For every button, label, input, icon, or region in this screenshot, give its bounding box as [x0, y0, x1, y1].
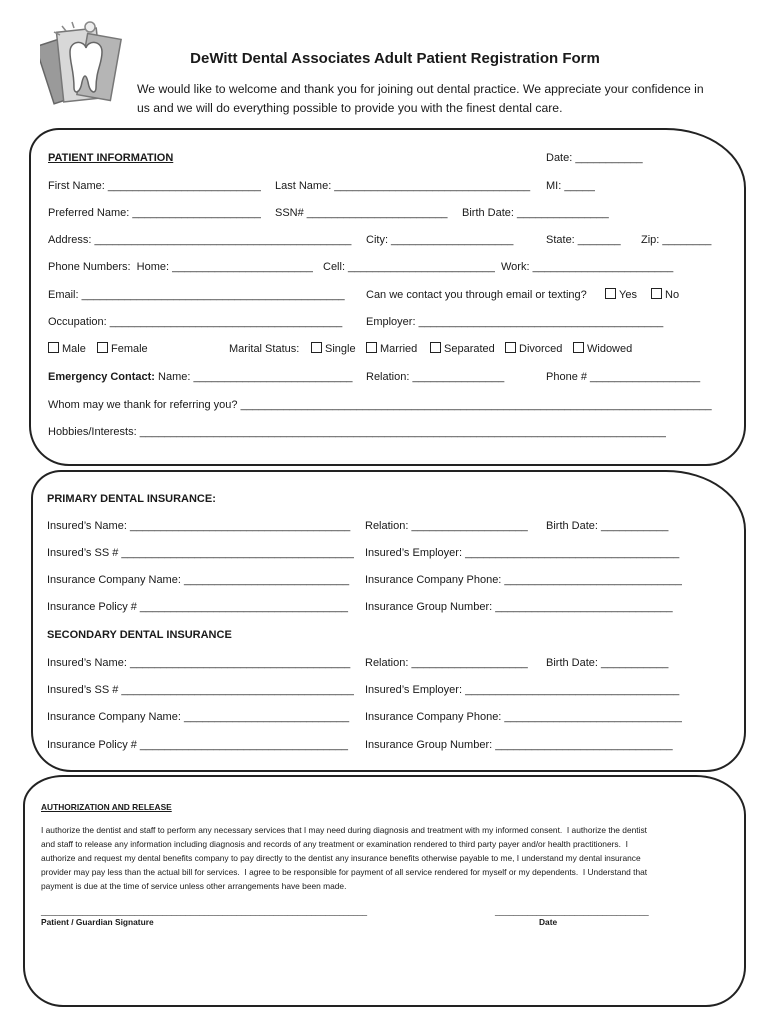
checkbox-icon: [48, 342, 59, 353]
no-label: No: [665, 289, 680, 301]
ssn-field[interactable]: SSN# _______________________: [275, 207, 448, 219]
divorced-checkbox[interactable]: [505, 342, 562, 356]
patient-info-heading: PATIENT INFORMATION: [48, 152, 174, 164]
employer-field[interactable]: Employer: ________________________________________: [366, 316, 664, 328]
signature-line[interactable]: ______________________________________________________________________: [41, 906, 368, 916]
married-label: Married: [380, 343, 418, 355]
checkbox-icon: [605, 288, 616, 299]
insurance-panel: [31, 470, 746, 772]
primary-employer-field[interactable]: Insured’s Employer: ___________________________________: [365, 547, 680, 559]
contact-yes-checkbox[interactable]: [605, 288, 637, 302]
female-label: Female: [111, 343, 148, 355]
contact-question: Can we contact you through email or texting?: [366, 289, 587, 301]
cell-phone-field[interactable]: Cell: ________________________: [323, 261, 495, 273]
primary-birth-date-field[interactable]: Birth Date: ___________: [546, 520, 669, 532]
primary-insured-name-field[interactable]: Insured’s Name: ____________________________________: [47, 520, 351, 532]
secondary-birth-date-field[interactable]: Birth Date: ___________: [546, 657, 669, 669]
male-label: Male: [62, 343, 86, 355]
emergency-name-label: Name: __________________________: [154, 371, 353, 383]
email-field[interactable]: Email: ___________________________________________: [48, 289, 345, 301]
primary-company-name-field[interactable]: Insurance Company Name: ___________________________: [47, 574, 350, 586]
referral-field[interactable]: Whom may we thank for referring you? _____________________________________________________________________________: [48, 399, 712, 411]
single-label: Single: [325, 343, 356, 355]
form-title: DeWitt Dental Associates Adult Patient Registration Form: [190, 50, 600, 67]
work-phone-field[interactable]: Work: _______________________: [501, 261, 674, 273]
last-name-field[interactable]: Last Name: ________________________________: [275, 180, 531, 192]
secondary-group-field[interactable]: Insurance Group Number: _____________________________: [365, 739, 673, 751]
emergency-phone-field[interactable]: Phone # __________________: [546, 371, 701, 383]
checkbox-icon: [97, 342, 108, 353]
checkbox-icon: [366, 342, 377, 353]
mi-field[interactable]: MI: _____: [546, 180, 595, 192]
authorization-heading: AUTHORIZATION AND RELEASE: [41, 802, 172, 812]
address-field[interactable]: Address: __________________________________________: [48, 234, 352, 246]
auth-text-line: authorize and request my dental benefits company to pay directly to the dentist any insurance benefits otherwise payable to me, I understand my dental insurance: [41, 853, 641, 863]
primary-company-phone-field[interactable]: Insurance Company Phone: _____________________________: [365, 574, 682, 586]
checkbox-icon: [651, 288, 662, 299]
divorced-label: Divorced: [519, 343, 563, 355]
contact-no-checkbox[interactable]: [651, 288, 679, 302]
first-name-field[interactable]: First Name: _________________________: [48, 180, 261, 192]
checkbox-icon: [430, 342, 441, 353]
secondary-insurance-heading: SECONDARY DENTAL INSURANCE: [47, 629, 232, 641]
secondary-relation-field[interactable]: Relation: ___________________: [365, 657, 528, 669]
signature-date-line[interactable]: _________________________________: [495, 906, 649, 916]
date-field[interactable]: Date: ___________: [546, 152, 643, 164]
secondary-insured-ss-field[interactable]: Insured’s SS # ______________________________________: [47, 684, 354, 696]
state-field[interactable]: State: _______: [546, 234, 621, 246]
married-checkbox[interactable]: [366, 342, 417, 356]
primary-policy-field[interactable]: Insurance Policy # __________________________________: [47, 601, 348, 613]
emergency-contact-label: Emergency Contact:: [48, 371, 155, 383]
primary-insurance-heading: PRIMARY DENTAL INSURANCE:: [47, 493, 216, 505]
primary-insured-ss-field[interactable]: Insured’s SS # ______________________________________: [47, 547, 354, 559]
primary-relation-field[interactable]: Relation: ___________________: [365, 520, 528, 532]
hobbies-field[interactable]: Hobbies/Interests: ______________________________________________________________________________________: [48, 426, 666, 438]
emergency-contact-field[interactable]: [48, 370, 353, 384]
city-field[interactable]: City: ____________________: [366, 234, 514, 246]
checkbox-icon: [505, 342, 516, 353]
home-phone-field[interactable]: Phone Numbers: Home: _______________________: [48, 261, 313, 273]
signature-date-label: Date: [539, 917, 558, 927]
auth-text-line: provider may pay less than the actual bill for services. I agree to be responsible for payment of all service rendered for myself or my dependents. I Understand that: [41, 867, 648, 877]
secondary-policy-field[interactable]: Insurance Policy # __________________________________: [47, 739, 348, 751]
separated-checkbox[interactable]: [430, 342, 495, 356]
primary-group-field[interactable]: Insurance Group Number: _____________________________: [365, 601, 673, 613]
male-checkbox[interactable]: [48, 342, 86, 356]
widowed-label: Widowed: [587, 343, 633, 355]
signature-label: Patient / Guardian Signature: [41, 917, 154, 927]
zip-field[interactable]: Zip: ________: [641, 234, 712, 246]
separated-label: Separated: [444, 343, 495, 355]
female-checkbox[interactable]: [97, 342, 148, 356]
auth-text-line: I authorize the dentist and staff to perform any necessary services that I may need during diagnosis and treatment with my informed consent. I authorize the dentist: [41, 825, 647, 835]
secondary-insured-name-field[interactable]: Insured’s Name: ____________________________________: [47, 657, 351, 669]
secondary-company-name-field[interactable]: Insurance Company Name: ___________________________: [47, 711, 350, 723]
occupation-field[interactable]: Occupation: ______________________________________: [48, 316, 343, 328]
intro-text: We would like to welcome and thank you for joining out dental practice. We appreciate your confidence in us and we will do everything possible to provide you with the finest dental care.: [137, 82, 704, 115]
preferred-name-field[interactable]: Preferred Name: _____________________: [48, 207, 261, 219]
secondary-company-phone-field[interactable]: Insurance Company Phone: _____________________________: [365, 711, 682, 723]
widowed-checkbox[interactable]: [573, 342, 632, 356]
checkbox-icon: [311, 342, 322, 353]
marital-status-label: Marital Status:: [229, 343, 300, 355]
secondary-employer-field[interactable]: Insured’s Employer: ___________________________________: [365, 684, 680, 696]
single-checkbox[interactable]: [311, 342, 356, 356]
auth-text-line: and staff to release any information including diagnosis and records of any treatment or examination rendered to third party payer and/or health practitioners. I: [41, 839, 628, 849]
yes-label: Yes: [619, 289, 637, 301]
emergency-relation-field[interactable]: Relation: _______________: [366, 371, 505, 383]
auth-text-line: payment is due at the time of service unless other arrangements have been made.: [41, 881, 347, 891]
checkbox-icon: [573, 342, 584, 353]
birth-date-field[interactable]: Birth Date: _______________: [462, 207, 609, 219]
